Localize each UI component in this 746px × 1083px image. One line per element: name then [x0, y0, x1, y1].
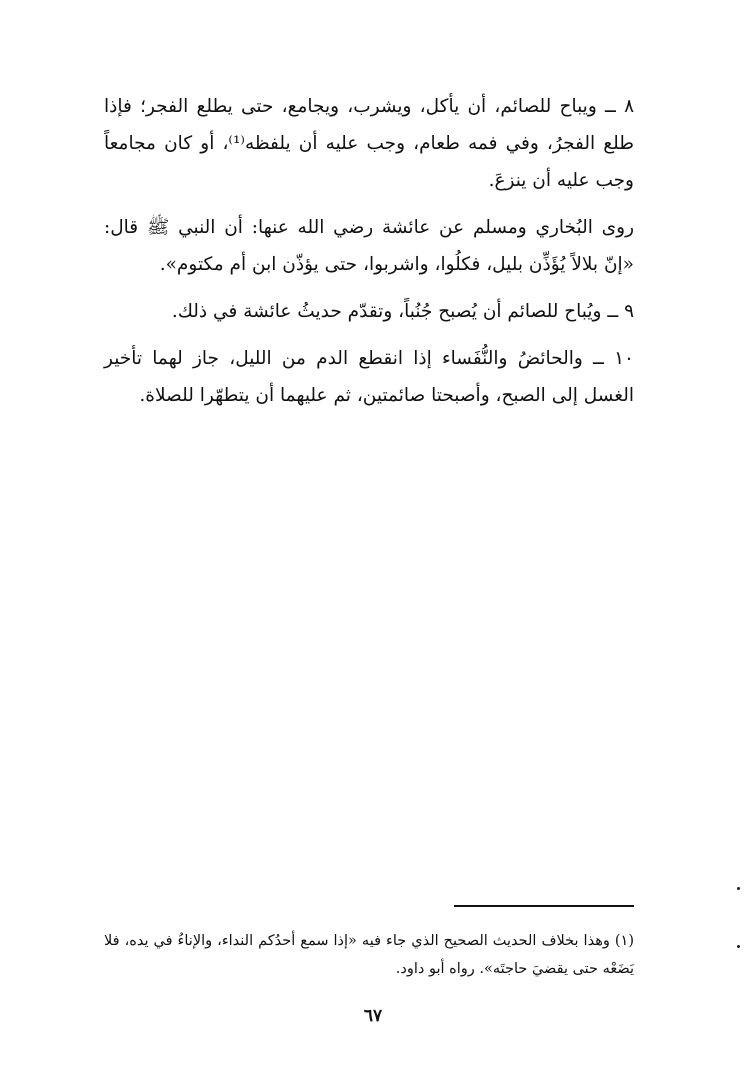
- page-number: ٦٧: [363, 1006, 383, 1026]
- paragraph-rule-9: ٩ ــ ويُباح للصائم أن يُصبح جُنُباً، وتقدّم حديثُ عائشة في ذلك.: [171, 301, 634, 322]
- paragraph-rule-8: ٨ ــ ويباح للصائم، أن يأكل، ويشرب، ويجامع، حتى يطلع الفجر؛ فإذا طلع الفجرُ، وفي فمه طعام، وجب عليه أن يلفظه⁽¹⁾، أو كان مجامعاً وجب عليه أن ينزعَ.: [104, 96, 634, 191]
- footnote-divider: [454, 905, 634, 907]
- scan-speck: [737, 887, 740, 890]
- main-text: [104, 88, 634, 414]
- scan-speck: [737, 945, 740, 948]
- paragraph-hadith-bilal: روى البُخاري ومسلم عن عائشة رضي الله عنها: أن النبي ﷺ قال: «إنّ بلالاً يُؤَذِّن بليل، فكلُوا، واشربوا، حتى يؤذّن ابن أم مكتوم».: [104, 217, 634, 275]
- footnote-1: (١) وهذا بخلاف الحديث الصحيح الذي جاء فيه «إذا سمع أحدُكم النداء، والإناءُ في يده، فلا يَضَعْه حتى يقضيَ حاجتَه». رواه أبو داود.: [104, 933, 634, 977]
- paragraph-rule-10: ١٠ ــ والحائضُ والنُّفَساء إذا انقطع الدم من الليل، جاز لهما تأخير الغسل إلى الصبح، وأصبحتا صائمتين، ثم عليهما أن يتطهّرا للصلاة.: [104, 348, 634, 406]
